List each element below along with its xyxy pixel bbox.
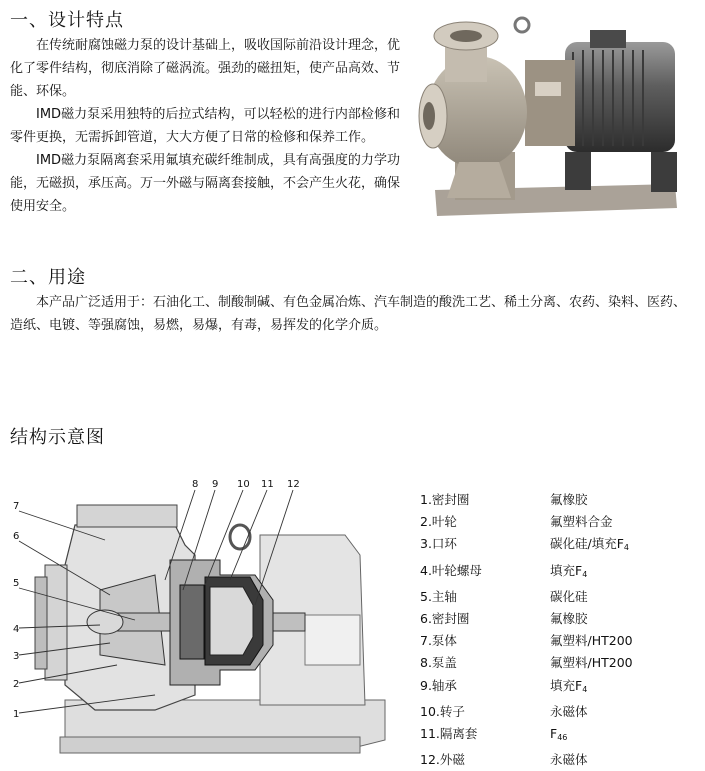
list-item [420,511,700,533]
part-material: 填充$F_4$ [550,562,588,579]
list-item [420,560,700,586]
diagram-heading: 结构示意图 [10,427,105,448]
callout-2: 2 [13,679,20,690]
part-material: $F_{46}$ [550,726,568,743]
cross-section-diagram [5,465,400,765]
part-name: 7.泵体 [420,633,457,649]
callout-9: 9 [212,479,219,490]
part-material: 氟塑料/HT200 [550,633,633,649]
callout-1: 1 [13,709,20,720]
callout-3: 3 [13,651,20,662]
list-item [420,489,700,511]
part-material: 氟橡胶 [550,492,588,507]
design-features-text [10,34,400,218]
list-item [420,630,700,652]
part-name: 3.口环 [420,536,457,552]
part-name: 1.密封圈 [420,492,470,507]
callout-5: 5 [13,578,20,589]
list-item [420,701,700,723]
part-name: 9.轴承 [420,677,457,693]
callout-12: 12 [287,479,300,490]
part-name: 6.密封圈 [420,611,470,627]
callout-10: 10 [237,479,250,490]
part-name: 12.外磁 [420,752,465,768]
callout-7: 7 [13,501,20,512]
list-item [420,608,700,630]
part-material: 永磁体 [550,752,588,768]
paragraph-2: IMD磁力泵采用独特的后拉式结构，可以轻松的进行内部检修和零件更换，无需拆卸管道，大大方便了日常的检修和保养工作。 [10,107,400,145]
list-item [420,586,700,608]
part-material: 填充$F_4$ [550,677,588,694]
callout-6: 6 [13,531,20,542]
list-item [420,533,700,559]
paragraph-1: 在传统耐腐蚀磁力泵的设计基础上，吸收国际前沿设计理念，优化了零件结构，彻底消除了磁涡流。强劲的磁扭矩，使产品高效、节能、环保。 [10,38,401,99]
part-material: 碳化硅 [550,588,588,604]
usage-text [10,291,690,337]
part-material: 氟橡胶 [550,611,588,627]
part-material: 氟塑料合金 [550,514,613,530]
paragraph-3: IMD磁力泵隔离套采用氟填充碳纤维制成，具有高强度的力学功能，无磁损，承压高。万一外磁与隔离套接触，不会产生火花，确保使用安全。 [10,153,401,214]
pump-photo [415,12,695,224]
part-name: 4.叶轮螺母 [420,562,482,578]
list-item [420,723,700,749]
parts-list [420,489,700,771]
callout-4: 4 [13,624,20,635]
part-name: 8.泵盖 [420,655,457,671]
part-material: 碳化硅/填充$F_4$ [550,536,629,553]
part-material: 永磁体 [550,703,588,719]
part-material: 氟塑料/HT200 [550,655,633,671]
list-item [420,652,700,674]
callout-8: 8 [192,479,199,490]
list-item [420,749,700,771]
callout-11: 11 [261,479,274,490]
part-name: 2.叶轮 [420,514,457,530]
usage-paragraph: 本产品广泛适用于：石油化工、制酸制碱、有色金属冶炼、汽车制造的酸洗工艺、稀土分离、农药、染料、医药、造纸、电镀、等强腐蚀，易燃，易爆，有毒，易挥发的化学介质。 [10,295,687,333]
section1-heading: 一、设计特点 [10,10,124,31]
part-name: 10.转子 [420,703,465,719]
part-name: 11.隔离套 [420,726,478,742]
list-item [420,675,700,701]
part-name: 5.主轴 [420,588,457,604]
section2-heading: 二、用途 [10,267,86,288]
